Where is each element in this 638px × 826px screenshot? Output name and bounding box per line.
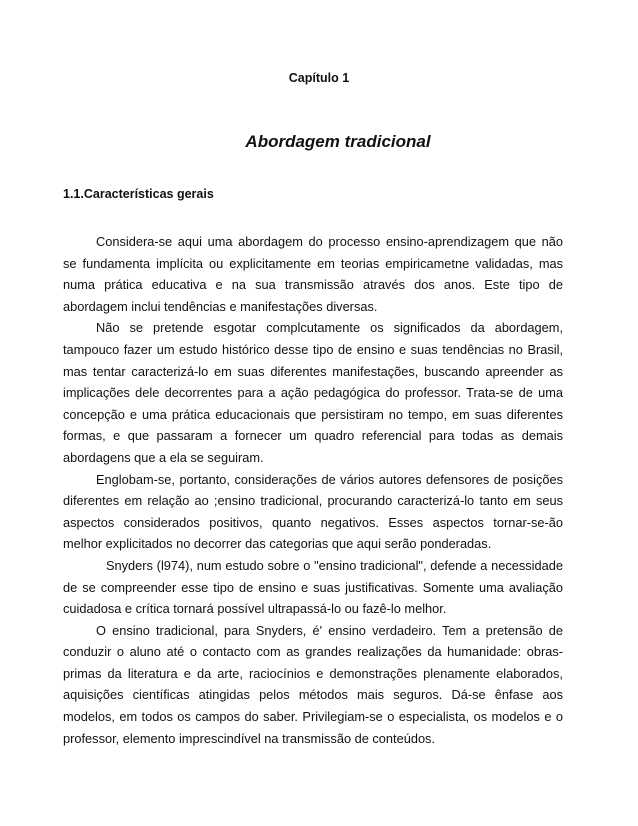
paragraph: O ensino tradicional, para Snyders, é' ensino verdadeiro. Tem a pretensão de conduzir o aluno até o contacto com as grandes realizações da humanidade: obras-primas da literatura e da arte, raciocínios e demonstrações plenamente elaborados, aquisições científicas atingidas pelos métodos mais seguros. Dá-se ênfase aos modelos, em todos os campos do saber. Privilegiam-se o especialista, os modelos e o professor, elemento imprescindível na transmissão de conteúdos. [63, 622, 563, 746]
paragraph: Englobam-se, portanto, considerações de vários autores defensores de posições diferentes em relação ao ;ensino tradicional, procurando caracterizá-lo tanto em seus aspectos considerados positivos, quanto negativos. Esses aspectos tornar-se-ão melhor explicitados no decorrer das categorias que aqui serão ponderadas. [63, 471, 563, 552]
chapter-label: Capítulo 1 [288, 71, 350, 85]
chapter-title: Abordagem tradicional [245, 132, 431, 151]
body-text [63, 231, 563, 749]
paragraph: Considera-se aqui uma abordagem do processo ensino-aprendizagem que não se fundamenta implícita ou explicitamente em teorias empiricametne validadas, mas numa prática educativa e na sua transmissão através dos anos. Este tipo de abordagem inclui tendências e manifestações diversas. [63, 234, 563, 314]
paragraph: Não se pretende esgotar complcutamente os significados da abordagem, tampouco fazer um estudo histórico desse tipo de ensino e suas tendências no Brasil, mas tentar caracterizá-lo em suas diferentes manifestações, buscando apreender as implicações dele decorrentes para a ação pedagógica do professor. Trata-se de uma concepção e uma prática educacionais que persistiram no tempo, em suas diferentes formas, e que passaram a fornecer um quadro referencial para todas as demais abordagens que a ela se seguiram. [63, 320, 563, 465]
section-heading: 1.1.Características gerais [63, 187, 214, 201]
paragraph: Snyders (l974), num estudo sobre o "ensino tradicional", defende a necessidade de se compreender esse tipo de ensino e suas justificativas. Somente uma avaliação cuidadosa e crítica tornará possível ultrapassá-lo ou fazê-lo melhor. [63, 557, 563, 617]
